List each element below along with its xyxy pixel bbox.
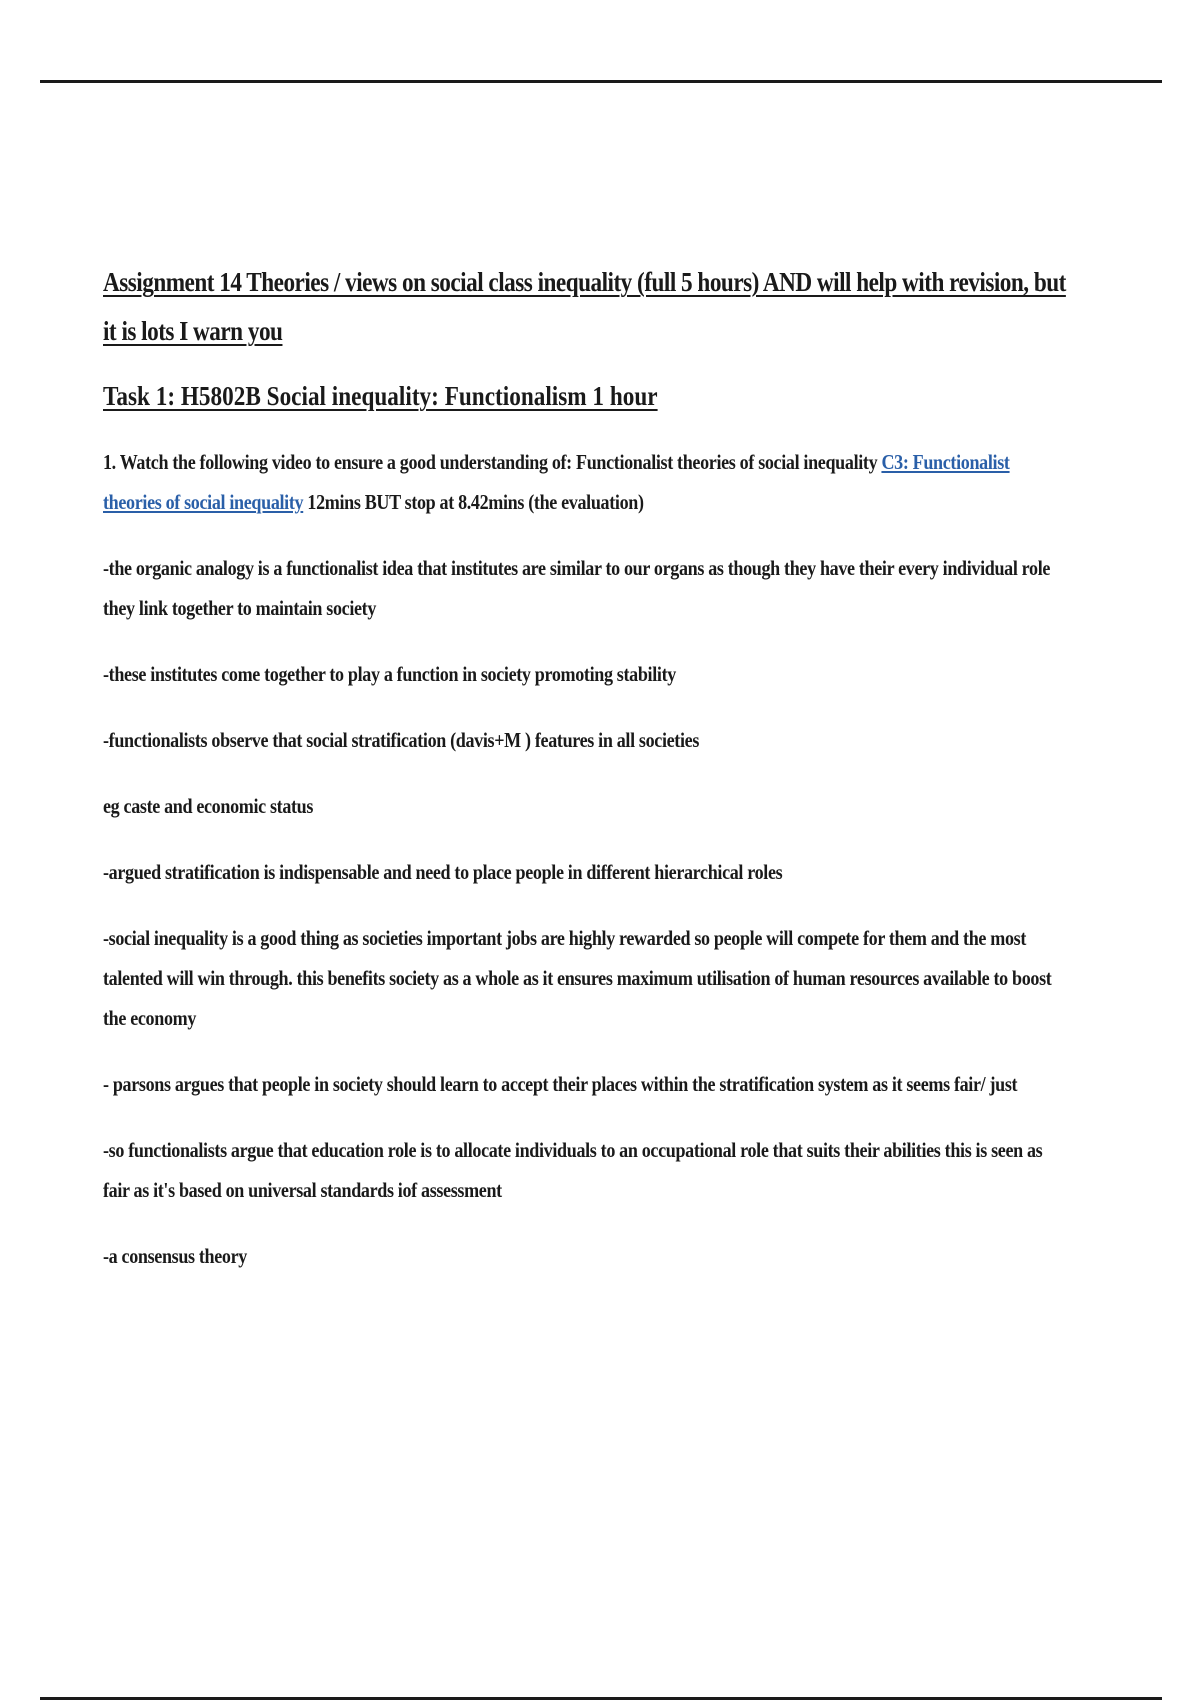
note-item: -so functionalists argue that education role is to allocate individuals to an occupational role that suits their abilities this is seen as fair as it's based on universal standards iof assessment [103,1138,1043,1202]
instruction-paragraph [103,442,1066,522]
task-heading: Task 1: H5802B Social inequality: Functionalism 1 hour [103,381,658,411]
note-item: -a consensus theory [103,1244,247,1268]
note-item: - parsons argues that people in society should learn to accept their places within the stratification system as it seems fair/ just [103,1072,1018,1096]
note-item: -the organic analogy is a functionalist idea that institutes are similar to our organs as though they have their every individual role they link together to maintain society [103,556,1051,620]
note-item: -functionalists observe that social stratification (davis+M ) features in all societies [103,728,700,752]
instruction-text: 1. Watch the following video to ensure a good understanding of: Functionalist theories of social inequality [103,450,882,474]
video-link[interactable]: C3: Functionalist theories of social inequality [103,450,1010,514]
top-divider [40,80,1162,83]
note-item: -these institutes come together to play a function in society promoting stability [103,662,676,686]
instruction-text-after: 12mins BUT stop at 8.42mins (the evaluation) [303,490,644,514]
note-item: -social inequality is a good thing as societies important jobs are highly rewarded so people will compete for them and the most talented will win through. this benefits society as a whole as it ensures maximum utilisation of human resources available to boost the economy [103,926,1052,1030]
assignment-title: Assignment 14 Theories / views on social class inequality (full 5 hours) AND will help with revision, but it is lots I warn you [103,267,1066,346]
notes-list [103,548,1103,1276]
document-body [103,258,1103,1302]
note-item: eg caste and economic status [103,794,314,818]
note-item: -argued stratification is indispensable and need to place people in different hierarchical roles [103,860,783,884]
